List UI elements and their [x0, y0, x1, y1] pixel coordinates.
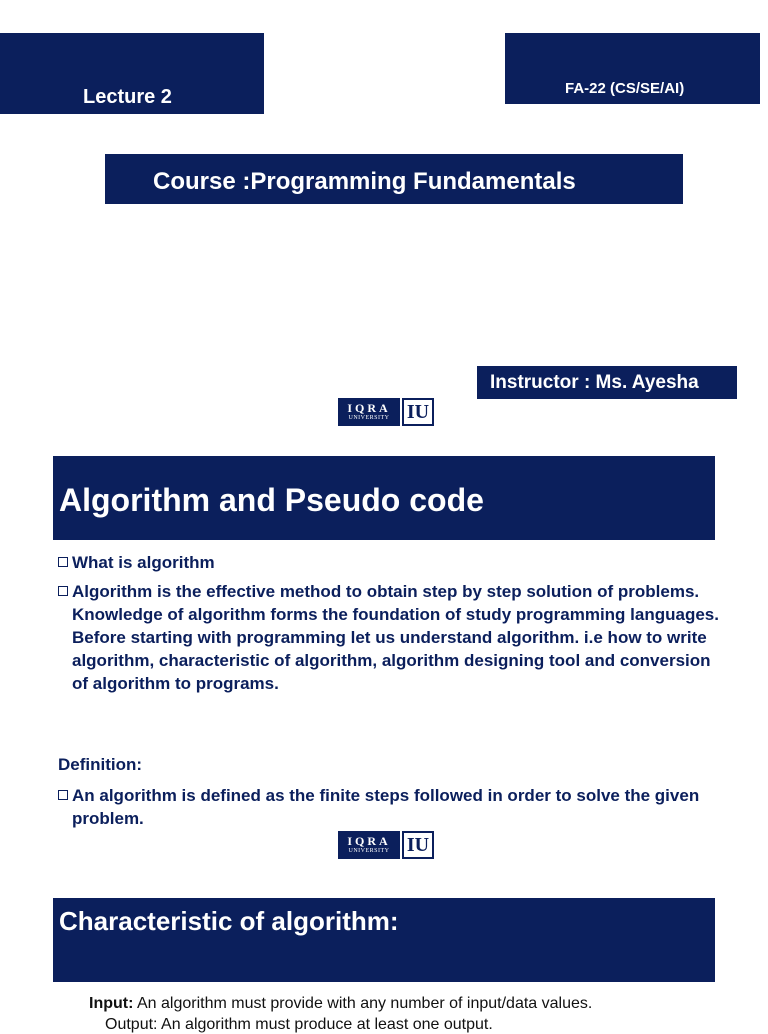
logo-sub-text: UNIVERSITY [348, 415, 390, 421]
term-banner [505, 33, 760, 104]
instructor-name: Instructor : Ms. Ayesha [490, 372, 699, 393]
definition-list [58, 784, 728, 836]
list-item: Algorithm is the effective method to obtain step by step solution of problems. Knowledge of algorithm forms the foundation of study programming languages. Before starting with programming let us understand algorithm. i.e how to write algorithm, characteristic of algorithm, algorithm designing tool and conversion of algorithm to programs. [58, 580, 728, 695]
bullet-list [58, 551, 728, 701]
instructor-banner [477, 366, 737, 399]
output-characteristic: Output: An algorithm must produce at least one output. [105, 1016, 493, 1033]
course-title-banner [105, 154, 683, 204]
checkbox-bullet-icon [58, 790, 68, 800]
lecture-label: Lecture 2 [83, 86, 172, 108]
input-description: An algorithm must provide with any number of input/data values. [133, 995, 593, 1012]
input-characteristic [89, 995, 592, 1013]
logo-main-text: IQRA [347, 401, 391, 415]
section-title: Algorithm and Pseudo code [59, 482, 484, 518]
section-title-banner [53, 456, 715, 540]
list-item: What is algorithm [58, 551, 728, 574]
iqra-university-logo [338, 398, 434, 426]
checkbox-bullet-icon [58, 557, 68, 567]
lecture-banner [0, 33, 264, 114]
logo-monogram: IU [402, 831, 434, 859]
logo-main-text: IQRA [347, 834, 391, 848]
logo-sub-text: UNIVERSITY [348, 848, 390, 854]
checkbox-bullet-icon [58, 586, 68, 596]
course-title: Course :Programming Fundamentals [153, 168, 576, 195]
term-label: FA-22 (CS/SE/AI) [565, 80, 685, 97]
section-title: Characteristic of algorithm: [59, 906, 399, 936]
iqra-university-logo [338, 831, 434, 859]
definition-heading: Definition: [58, 755, 143, 774]
section-title-banner [53, 898, 715, 982]
logo-monogram: IU [402, 398, 434, 426]
input-label: Input: [89, 995, 134, 1012]
list-item: An algorithm is defined as the finite steps followed in order to solve the given problem. [58, 784, 728, 830]
